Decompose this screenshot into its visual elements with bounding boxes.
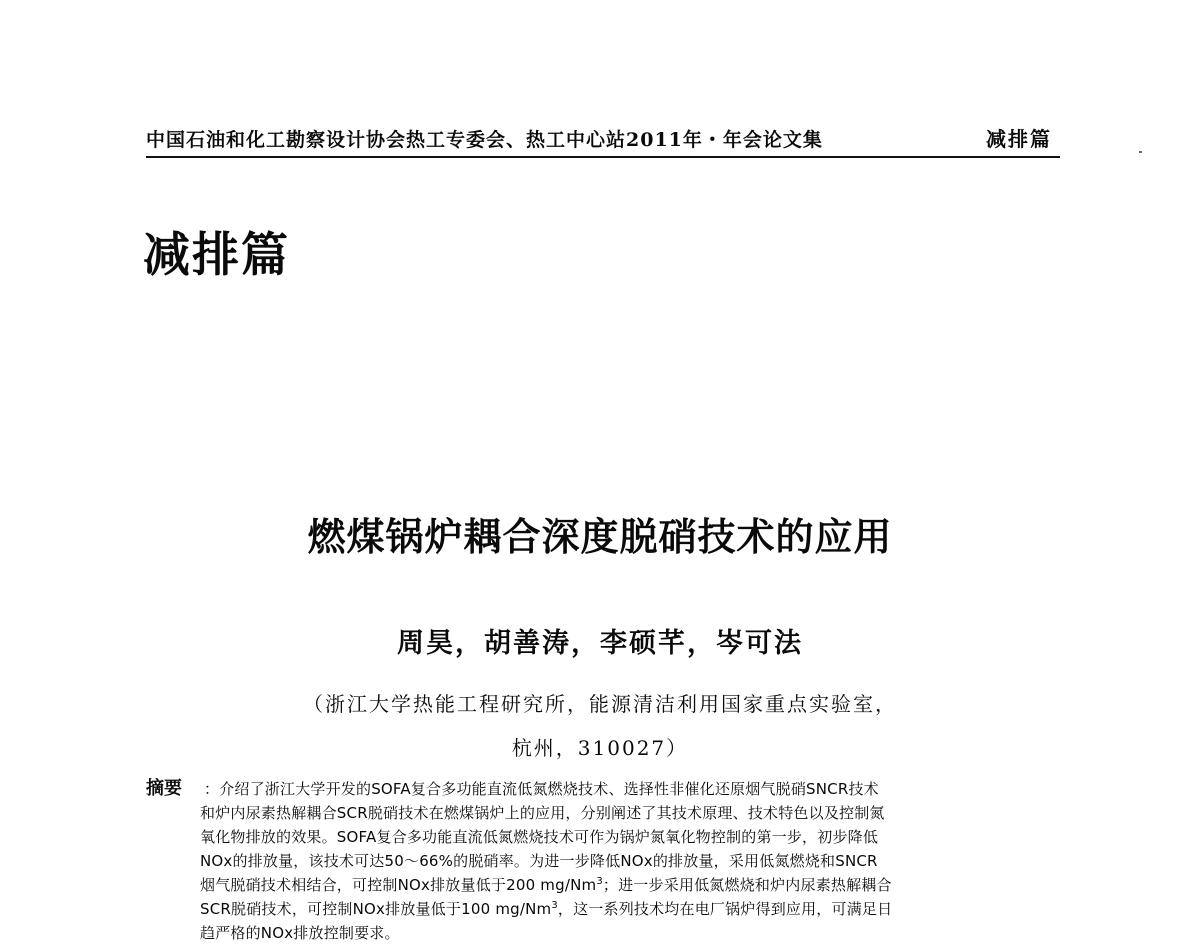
- abstract-line-5-text-b: ；进一步采用低氮燃烧和炉内尿素热解耦合: [602, 876, 892, 894]
- abstract-line-1: ：介绍了浙江大学开发的SOFA复合多功能直流低氮燃烧技术、选择性非催化还原烟气脱硝SNCR技术: [204, 780, 879, 798]
- abstract-line-6-text-b: ，这一系列技术均在电厂锅炉得到应用，可满足日: [557, 900, 893, 918]
- paper-title: 燃煤锅炉耦合深度脱硝技术的应用: [307, 515, 893, 559]
- affiliation-line-1: （浙江大学热能工程研究所，能源清洁利用国家重点实验室，: [303, 692, 897, 716]
- abstract-line-7: 趋严格的NOx排放控制要求。: [200, 924, 400, 942]
- abstract-line-5-superscript: 3: [596, 876, 603, 887]
- running-header-collection: 中国石油和化工勘察设计协会热工专委会、热工中心站2011年・年会论文集: [146, 129, 823, 151]
- abstract-label: 摘要: [146, 778, 182, 799]
- affiliation-line-2: 杭州，310027）: [511, 736, 689, 760]
- abstract-line-4: NOx的排放量，该技术可达50～66%的脱硝率。为进一步降低NOx的排放量，采用低氮燃烧和SNCR: [200, 852, 878, 870]
- abstract-line-5: [200, 873, 892, 897]
- abstract-line-5-text-a: 烟气脱硝技术相结合，可控制NOx排放量低于200 mg/Nm: [200, 876, 597, 894]
- abstract-line-6-superscript: 3: [551, 900, 558, 911]
- scan-speck: [1139, 151, 1142, 153]
- section-heading: 减排篇: [143, 228, 290, 283]
- abstract-line-2: 和炉内尿素热解耦合SCR脱硝技术在燃煤锅炉上的应用，分别阐述了其技术原理、技术特色以及控制氮: [200, 804, 885, 822]
- abstract-line-3: 氧化物排放的效果。SOFA复合多功能直流低氮燃烧技术可作为锅炉氮氧化物控制的第一步，初步降低: [200, 828, 879, 846]
- abstract-line-6: [200, 897, 892, 921]
- running-header-section-tag: 减排篇: [986, 127, 1052, 151]
- running-header: [146, 124, 1060, 158]
- author-list: 周昊，胡善涛，李硕芊，岑可法: [397, 628, 803, 659]
- abstract-line-6-text-a: SCR脱硝技术，可控制NOx排放量低于100 mg/Nm: [200, 900, 552, 918]
